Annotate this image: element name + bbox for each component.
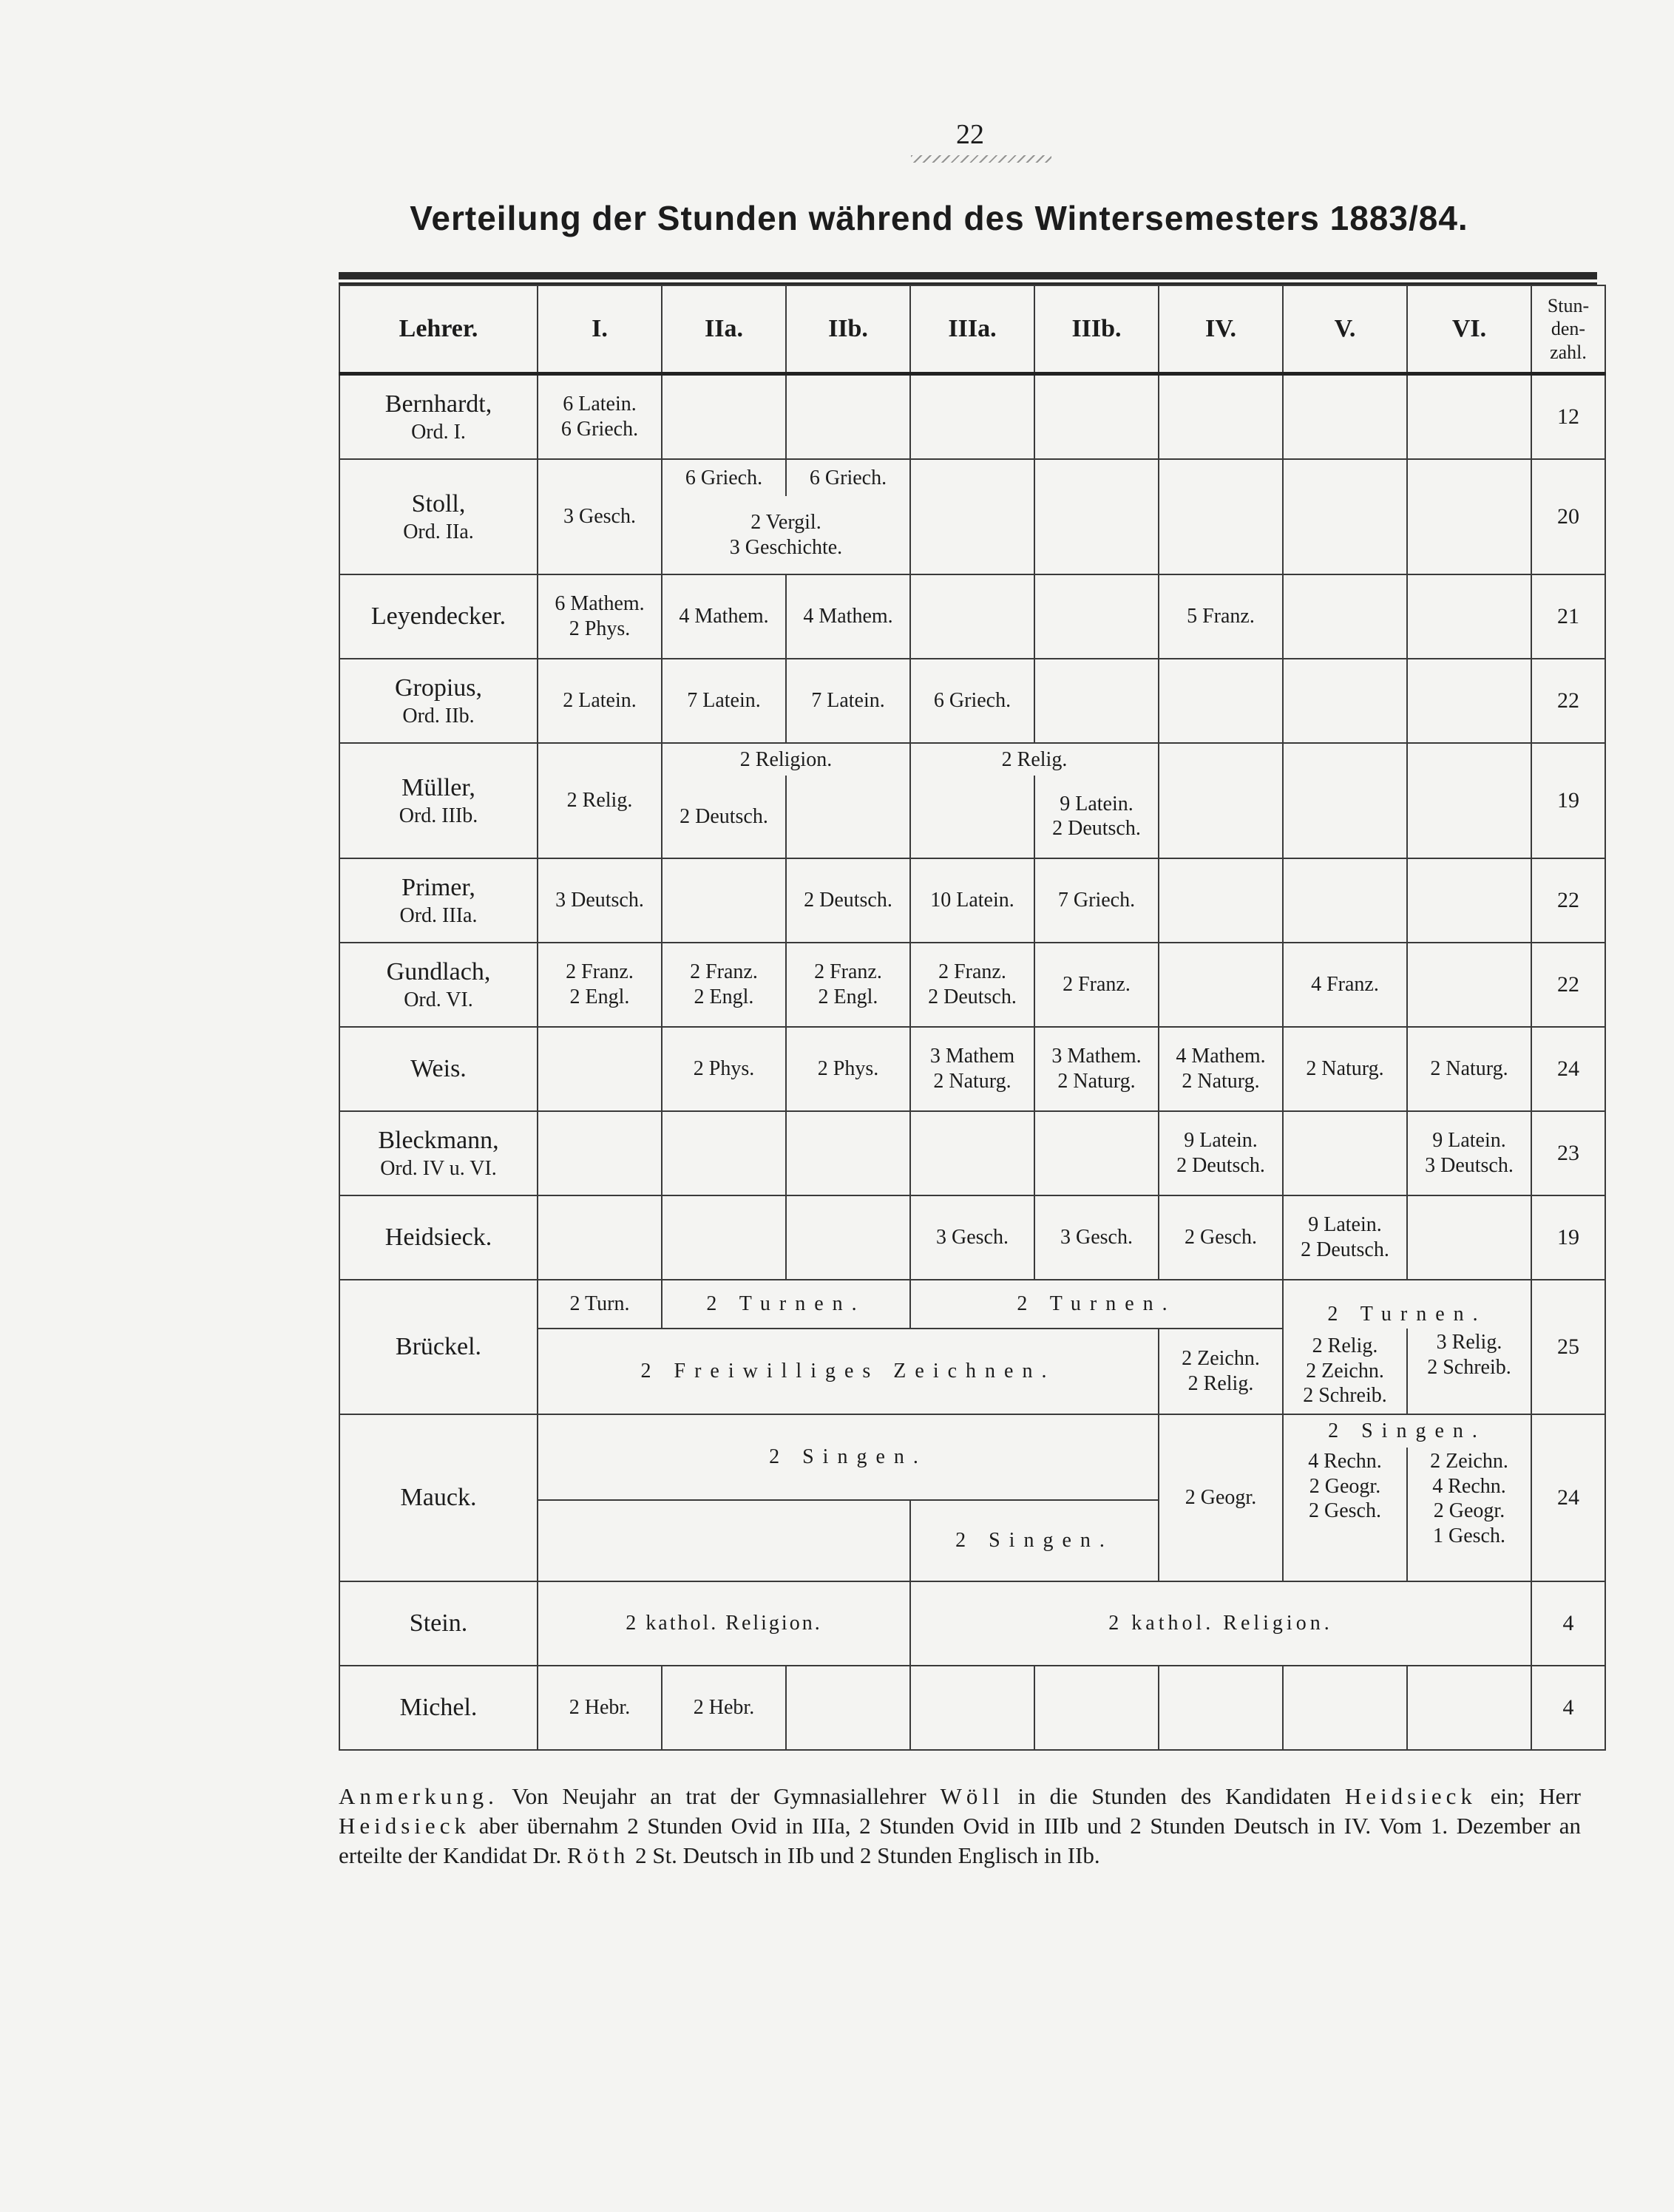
total-gundlach: 22 [1531,943,1605,1027]
cell-stein-iiia-vi: 2 kathol. Religion. [910,1581,1531,1666]
cell-weis-iib: 2 Phys. [786,1027,910,1111]
cell-stoll-iia: 6 Griech. [662,459,786,496]
cell-line: 2 Naturg. [933,1070,1011,1093]
cell-line: 2 Engl. [569,985,630,1008]
table-row [339,1414,1605,1448]
teacher-name: Stoll, [411,489,466,518]
cell-line: 2 Engl. [694,985,754,1008]
cell-mueller-iiia-iiib: 2 Relig. [910,743,1159,776]
teacher-stoll [339,459,538,574]
cell-line: 2 Zeichn. [1430,1450,1508,1473]
total-leyendecker: 21 [1531,574,1605,659]
note-name-roeth: Röth [567,1842,630,1868]
empty-cell [1159,374,1283,460]
cell-line: 2 Franz. [938,960,1006,984]
cell-line: 2 Relig. [1312,1334,1378,1358]
empty-cell [1407,1666,1531,1750]
empty-cell [1407,1195,1531,1280]
cell-primer-iiia: 10 Latein. [910,858,1034,943]
cell-weis-iiia [910,1027,1034,1111]
cell-brueckel-zeichnen: 2 Freiwilliges Zeichnen. [538,1329,1159,1414]
note-text: Von Neujahr an trat der Gymnasiallehrer [498,1783,941,1809]
cell-mueller-iia: 2 Deutsch. [662,776,786,858]
schedule-table [339,285,1606,1751]
teacher-bernhardt [339,374,538,460]
cell-mueller-i: 2 Relig. [538,743,662,858]
empty-cell [1283,1666,1407,1750]
cell-gropius-iiia: 6 Griech. [910,659,1034,743]
schedule-table-wrapper [339,272,1597,1751]
cell-brueckel-vi [1407,1329,1531,1414]
empty-cell [1283,858,1407,943]
header-class-i: I. [538,285,662,374]
teacher-michel: Michel. [339,1666,538,1750]
total-weis: 24 [1531,1027,1605,1111]
empty-cell [1407,374,1531,460]
cell-line: 2 Engl. [818,985,878,1008]
teacher-heidsieck: Heidsieck. [339,1195,538,1280]
teacher-stein: Stein. [339,1581,538,1666]
cell-bleckmann-iv [1159,1111,1283,1195]
note-name-woell: Wöll [940,1783,1004,1809]
empty-cell [1283,574,1407,659]
cell-line: 2 Franz. [690,960,758,984]
teacher-role: Ord. I. [411,420,466,444]
teacher-name: Müller, [401,773,475,801]
table-row [339,1111,1605,1195]
cell-line: 2 Deutsch. [928,985,1017,1008]
empty-cell [662,374,786,460]
cell-mauck-singen-bottom: 2 Singen. [910,1500,1159,1581]
empty-cell [1034,574,1159,659]
header-teacher: Lehrer. [339,285,538,374]
total-heidsieck: 19 [1531,1195,1605,1280]
cell-heidsieck-iv: 2 Gesch. [1159,1195,1283,1280]
cell-gundlach-iiib: 2 Franz. [1034,943,1159,1027]
cell-leyendecker-iib: 4 Mathem. [786,574,910,659]
cell-weis-vi: 2 Naturg. [1407,1027,1531,1111]
table-row [339,943,1605,1027]
teacher-bleckmann [339,1111,538,1195]
empty-cell [786,1666,910,1750]
table-row [339,1195,1605,1280]
cell-gundlach-iia [662,943,786,1027]
teacher-name: Gropius, [394,674,483,702]
cell-gundlach-iib [786,943,910,1027]
total-primer: 22 [1531,858,1605,943]
empty-cell [1159,459,1283,574]
cell-line: 4 Rechn. [1432,1474,1506,1498]
empty-cell [538,1027,662,1111]
empty-cell [910,374,1034,460]
empty-cell [1283,659,1407,743]
cell-mauck-iv: 2 Geogr. [1159,1414,1283,1581]
cell-brueckel-iiia-iv: 2 Turnen. [910,1280,1283,1329]
total-brueckel: 25 [1531,1280,1605,1414]
cell-weis-iv [1159,1027,1283,1111]
empty-cell [910,776,1034,858]
total-mueller: 19 [1531,743,1605,858]
cell-mauck-v [1283,1448,1407,1581]
cell-line: 9 Latein. [1308,1213,1382,1237]
empty-cell [1034,374,1159,460]
note-lead: Anmerkung. [339,1783,498,1809]
cell-brueckel-v [1283,1329,1407,1414]
header-class-iiia: IIIa. [910,285,1034,374]
cell-leyendecker-iv: 5 Franz. [1159,574,1283,659]
total-gropius: 22 [1531,659,1605,743]
cell-line: 3 Mathem. [1051,1045,1142,1068]
teacher-name: Bernhardt, [384,390,492,418]
empty-cell [662,858,786,943]
cell-heidsieck-iiia: 3 Gesch. [910,1195,1034,1280]
empty-cell [538,1111,662,1195]
page-title: Verteilung der Stunden während des Wintersemesters 1883/84. [410,199,1468,237]
table-row [339,1280,1605,1329]
empty-cell [1407,743,1531,858]
empty-cell [1407,943,1531,1027]
note-name-heidsieck: Heidsieck [1344,1783,1477,1809]
table-row [339,743,1605,776]
table-top-rule [339,272,1597,279]
cell-line: 2 Vergil. [750,510,821,534]
empty-cell [1159,659,1283,743]
cell-heidsieck-v [1283,1195,1407,1280]
note-text: in die Stunden des Kandidaten [1003,1783,1345,1809]
teacher-role: Ord. VI. [404,988,473,1011]
teacher-leyendecker: Leyendecker. [339,574,538,659]
cell-line: 2 Phys. [569,617,631,640]
cell-line: 2 Franz. [566,960,634,984]
teacher-mueller [339,743,538,858]
cell-line: 2 Naturg. [1057,1070,1136,1093]
teacher-gropius [339,659,538,743]
annotation-note [339,1782,1581,1870]
header-class-iia: IIa. [662,285,786,374]
teacher-weis: Weis. [339,1027,538,1111]
cell-line: 6 Mathem. [555,592,645,616]
empty-cell [1283,743,1407,858]
empty-cell [1283,374,1407,460]
cell-mueller-iiib [1034,776,1159,858]
empty-cell [910,574,1034,659]
cell-line: 1 Gesch. [1433,1524,1505,1547]
cell-stoll-i: 3 Gesch. [538,459,662,574]
empty-cell [1407,858,1531,943]
teacher-gundlach [339,943,538,1027]
teacher-name: Bleckmann, [378,1126,499,1154]
cell-gundlach-iiia [910,943,1034,1027]
header-class-iib: IIb. [786,285,910,374]
cell-weis-iiib [1034,1027,1159,1111]
cell-line: 3 Mathem [929,1045,1015,1068]
empty-cell [1034,459,1159,574]
cell-mauck-vi [1407,1448,1531,1581]
teacher-name: Gundlach, [386,957,491,985]
cell-line: 3 Relig. [1436,1331,1502,1354]
cell-weis-iia: 2 Phys. [662,1027,786,1111]
table-row [339,659,1605,743]
teacher-brueckel: Brückel. [339,1280,538,1414]
total-bleckmann: 23 [1531,1111,1605,1195]
empty-cell [786,374,910,460]
total-stoll: 20 [1531,459,1605,574]
cell-primer-iiib: 7 Griech. [1034,858,1159,943]
header-total-hours: Stun-den-zahl. [1531,285,1605,374]
cell-line: 2 Deutsch. [1052,817,1141,841]
cell-line: 2 Franz. [814,960,882,984]
cell-line: 2 Gesch. [1309,1499,1381,1523]
empty-cell [786,1195,910,1280]
header-class-v: V. [1283,285,1407,374]
cell-stoll-iia-iib [662,496,910,574]
empty-cell [1407,574,1531,659]
page-number: 22 [956,119,984,150]
cell-line: 6 Latein. [563,393,637,416]
empty-cell [1283,459,1407,574]
cell-leyendecker-i [538,574,662,659]
empty-cell [662,1195,786,1280]
cell-line: 2 Naturg. [1182,1070,1260,1093]
empty-cell [910,1111,1034,1195]
empty-cell [538,1195,662,1280]
empty-cell [1159,943,1283,1027]
cell-line: 4 Rechn. [1308,1450,1382,1473]
cell-heidsieck-iiib: 3 Gesch. [1034,1195,1159,1280]
empty-cell [1034,659,1159,743]
total-stein: 4 [1531,1581,1605,1666]
table-row [339,858,1605,943]
teacher-role: Ord. IIa. [403,520,474,543]
cell-line: 2 Schreib. [1427,1355,1511,1379]
note-name-heidsieck: Heidsieck [339,1813,470,1839]
note-text: aber übernahm 2 Stunden Ovid in IIIa, 2 Stunden Ovid in IIIb und 2 Stunden Deutsch in IV. Vom 1. Dezember an erteilte der Kandidat Dr. [339,1813,1581,1868]
empty-cell [1034,1111,1159,1195]
teacher-role: Ord. IIIa. [399,903,478,927]
cell-line: 2 Zeichn. [1306,1359,1384,1382]
empty-cell [910,459,1034,574]
cell-brueckel-iia-iib: 2 Turnen. [662,1280,910,1329]
page-number-ornament [911,155,1051,163]
cell-gropius-iia: 7 Latein. [662,659,786,743]
cell-line: 9 Latein. [1060,792,1133,815]
empty-cell [910,1666,1034,1750]
table-row [339,574,1605,659]
note-text: ein; Herr [1476,1783,1581,1809]
cell-brueckel-v-vi: 2 Turnen. [1283,1280,1531,1329]
cell-line: 2 Zeichn. [1182,1347,1260,1371]
cell-bleckmann-vi [1407,1111,1531,1195]
cell-gropius-iib: 7 Latein. [786,659,910,743]
header-row [339,285,1605,374]
cell-leyendecker-iia: 4 Mathem. [662,574,786,659]
empty-cell [1034,1666,1159,1750]
teacher-primer [339,858,538,943]
header-class-iiib: IIIb. [1034,285,1159,374]
cell-line: 2 Geogr. [1433,1499,1505,1523]
cell-primer-i: 3 Deutsch. [538,858,662,943]
header-class-vi: VI. [1407,285,1531,374]
cell-gundlach-v: 4 Franz. [1283,943,1407,1027]
empty-cell [786,776,910,858]
empty-cell [1407,459,1531,574]
total-michel: 4 [1531,1666,1605,1750]
cell-line: 2 Relig. [1187,1372,1254,1395]
table-row [339,1027,1605,1111]
cell-line: 2 Deutsch. [1176,1154,1265,1177]
cell-line: 2 Geogr. [1309,1474,1381,1498]
teacher-role: Ord. IIIb. [399,804,478,827]
total-bernhardt: 12 [1531,374,1605,460]
cell-brueckel-iv [1159,1329,1283,1414]
cell-bernhardt-i [538,374,662,460]
cell-line: 3 Geschichte. [729,535,843,559]
note-text: 2 St. Deutsch in IIb und 2 Stunden Englisch in IIb. [629,1842,1100,1868]
teacher-role: Ord. IV u. VI. [380,1156,497,1180]
teacher-mauck: Mauck. [339,1414,538,1581]
table-row [339,459,1605,496]
table-row [339,1581,1605,1666]
empty-cell [538,1500,910,1581]
cell-line: 9 Latein. [1184,1129,1258,1153]
cell-gundlach-i [538,943,662,1027]
total-mauck: 24 [1531,1414,1605,1581]
cell-line: 2 Schreib. [1303,1384,1387,1408]
empty-cell [1407,659,1531,743]
header-class-iv: IV. [1159,285,1283,374]
empty-cell [1159,743,1283,858]
cell-michel-iia: 2 Hebr. [662,1666,786,1750]
cell-mueller-iia-iib: 2 Religion. [662,743,910,776]
cell-primer-iib: 2 Deutsch. [786,858,910,943]
teacher-name: Primer, [401,873,475,901]
cell-line: 4 Mathem. [1176,1045,1266,1068]
cell-weis-v: 2 Naturg. [1283,1027,1407,1111]
empty-cell [662,1111,786,1195]
cell-mauck-v-vi: 2 Singen. [1283,1414,1531,1448]
cell-gropius-i: 2 Latein. [538,659,662,743]
cell-line: 2 Deutsch. [1301,1238,1389,1261]
empty-cell [786,1111,910,1195]
table-row [339,1666,1605,1750]
empty-cell [1159,858,1283,943]
cell-stoll-iib: 6 Griech. [786,459,910,496]
empty-cell [1159,1666,1283,1750]
cell-brueckel-i: 2 Turn. [538,1280,662,1329]
cell-mauck-singen-top: 2 Singen. [538,1414,1159,1500]
table-row [339,374,1605,460]
cell-line: 3 Deutsch. [1425,1154,1514,1177]
teacher-role: Ord. IIb. [402,704,475,727]
cell-michel-i: 2 Hebr. [538,1666,662,1750]
cell-line: 6 Griech. [560,418,639,441]
empty-cell [1283,1111,1407,1195]
cell-stein-i-iib: 2 kathol. Religion. [538,1581,910,1666]
cell-line: 9 Latein. [1432,1129,1506,1153]
